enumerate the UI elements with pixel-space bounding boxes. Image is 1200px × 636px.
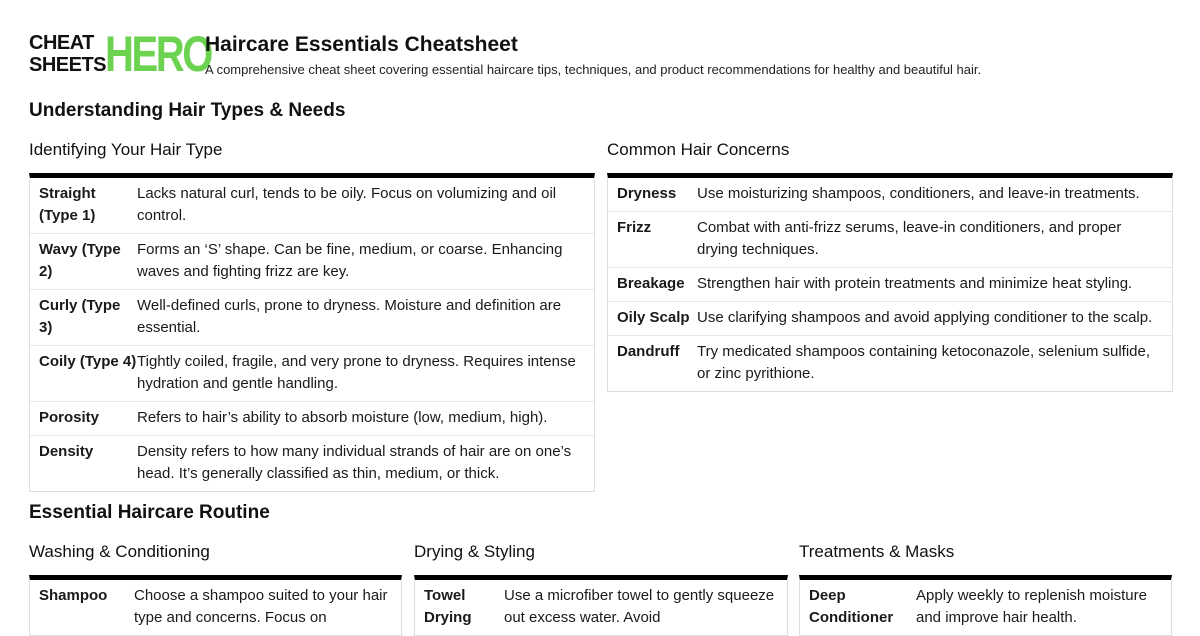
row-description: Density refers to how many individual strands of hair are on one’s head. It’s generally classified as thin, medium, or thick. — [137, 443, 572, 482]
table-row — [30, 290, 594, 346]
row-label: Dryness — [617, 185, 677, 202]
row-label: Shampoo — [39, 587, 108, 604]
table-row — [608, 268, 1172, 302]
row-description: Use clarifying shampoos and avoid applying conditioner to the scalp. — [697, 309, 1153, 326]
logo-hero: HERO — [105, 26, 212, 82]
row-label: Towel Drying — [424, 587, 472, 626]
table-row — [608, 178, 1172, 212]
row-description: Try medicated shampoos containing ketoconazole, selenium sulfide, or zinc pyrithione. — [697, 343, 1151, 382]
row-label: Porosity — [39, 409, 100, 426]
page-title: Haircare Essentials Cheatsheet — [205, 33, 518, 56]
row-description: Use moisturizing shampoos, conditioners, and leave-in treatments. — [697, 185, 1140, 202]
card-title: Washing & Conditioning — [29, 542, 210, 561]
table-row — [608, 302, 1172, 336]
card-table — [414, 575, 788, 636]
table-row — [30, 436, 594, 491]
row-label: Density — [39, 443, 94, 460]
row-description: Forms an ‘S’ shape. Can be fine, medium, or coarse. Enhancing waves and fighting frizz are key. — [137, 241, 563, 280]
logo-cheat: CHEAT — [29, 32, 94, 54]
card-table — [607, 173, 1173, 392]
card-title: Drying & Styling — [414, 542, 535, 561]
card-title: Treatments & Masks — [799, 542, 955, 561]
table-row — [608, 212, 1172, 268]
row-label: Wavy (Type 2) — [39, 241, 121, 280]
table-row — [415, 580, 787, 635]
row-label: Oily Scalp — [617, 309, 690, 326]
table-row — [800, 580, 1171, 635]
row-description: Apply weekly to replenish moisture and improve hair health. — [916, 587, 1147, 626]
table-row — [30, 178, 594, 234]
card-table — [29, 173, 595, 492]
card-title: Identifying Your Hair Type — [29, 140, 223, 159]
page-subtitle: A comprehensive cheat sheet covering essential haircare tips, techniques, and product recommendations for healthy and beautiful hair. — [205, 62, 982, 77]
row-label: Coily (Type 4) — [39, 353, 137, 370]
row-description: Choose a shampoo suited to your hair type and concerns. Focus on — [134, 587, 388, 626]
table-row — [30, 402, 594, 436]
row-description: Combat with anti-frizz serums, leave-in conditioners, and proper drying techniques. — [697, 219, 1122, 258]
card-title: Common Hair Concerns — [607, 140, 790, 159]
row-description: Well-defined curls, prone to dryness. Moisture and definition are essential. — [137, 297, 562, 336]
table-row — [608, 336, 1172, 391]
row-description: Tightly coiled, fragile, and very prone to dryness. Requires intense hydration and gentle handling. — [137, 353, 576, 392]
row-label: Curly (Type 3) — [39, 297, 121, 336]
row-label: Straight (Type 1) — [39, 185, 96, 224]
card-table — [799, 575, 1172, 636]
row-label: Frizz — [617, 219, 652, 236]
card-table — [29, 575, 402, 636]
section-title: Essential Haircare Routine — [29, 502, 270, 523]
row-description: Lacks natural curl, tends to be oily. Focus on volumizing and oil control. — [137, 185, 557, 224]
row-description: Strengthen hair with protein treatments and minimize heat styling. — [697, 275, 1133, 292]
row-label: Deep Conditioner — [809, 587, 894, 626]
row-label: Dandruff — [617, 343, 680, 360]
row-label: Breakage — [617, 275, 685, 292]
table-row — [30, 234, 594, 290]
section-title: Understanding Hair Types & Needs — [29, 100, 346, 121]
table-row — [30, 346, 594, 402]
row-description: Use a microfiber towel to gently squeeze out excess water. Avoid — [504, 587, 775, 626]
table-row — [30, 580, 401, 635]
row-description: Refers to hair’s ability to absorb moisture (low, medium, high). — [137, 409, 548, 426]
logo-sheets: SHEETS — [29, 54, 107, 76]
